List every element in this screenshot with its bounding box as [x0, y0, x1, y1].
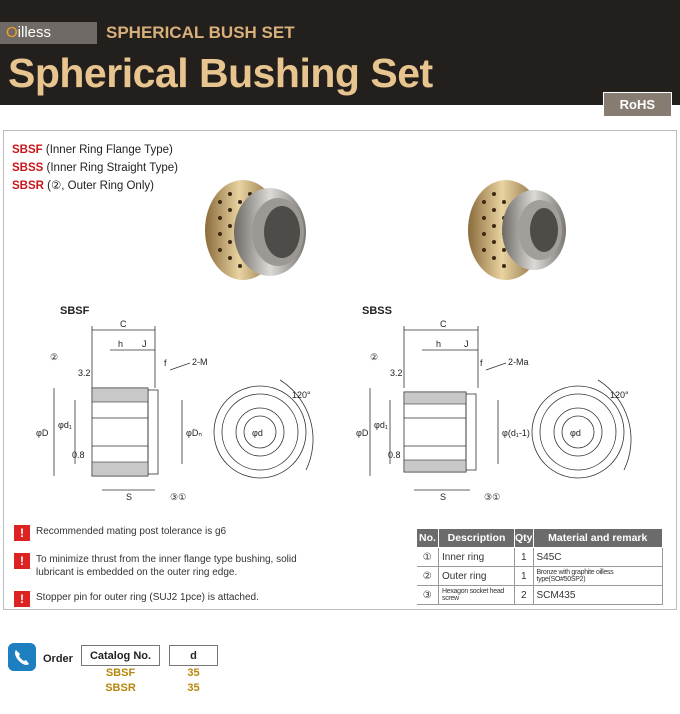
dim-dn: φ(d₁-1) — [502, 428, 530, 438]
cell-qty: 1 — [515, 567, 534, 586]
cell-d: 35 — [187, 682, 200, 694]
note-text: Stopper pin for outer ring (SUJ2 1pce) is attached. — [36, 592, 259, 603]
roughness-b: 0.8 — [388, 450, 401, 460]
table-row — [417, 548, 663, 567]
dim-c: C — [120, 319, 127, 329]
note-item — [14, 591, 334, 607]
cell-d: 35 — [187, 667, 200, 680]
dim-h: h — [118, 339, 124, 349]
type-list — [12, 141, 178, 195]
cell-no: ② — [417, 567, 439, 586]
page-header — [0, 0, 680, 112]
dim-d1: φd₁ — [374, 420, 388, 430]
type-desc: (Inner Ring Straight Type) — [46, 162, 178, 174]
part-mark-31: ③① — [484, 492, 501, 502]
brand-name: illess — [17, 24, 52, 41]
cell-material: SCM435 — [533, 586, 662, 605]
table-row — [82, 681, 218, 696]
cell-desc: Inner ring — [439, 548, 515, 567]
warning-icon — [14, 591, 30, 607]
note-text: To minimize thrust from the inner flange type bushing, solid lubricant is embedded on the outer ring edge. — [36, 554, 297, 578]
table-row — [82, 666, 218, 681]
type-code: SBSR — [12, 180, 44, 192]
part-mark-31: ③① — [170, 492, 187, 502]
order-label: Order — [43, 653, 73, 665]
cell-qty: 1 — [515, 548, 534, 567]
dim-D: φD — [36, 428, 49, 438]
warning-icon — [14, 525, 30, 541]
dim-s: S — [126, 492, 133, 502]
thread-spec: 2-M — [192, 357, 208, 367]
dim-d: φd — [570, 428, 581, 438]
brand-logo — [0, 22, 97, 44]
dim-D: φD — [356, 428, 369, 438]
table-row — [417, 567, 663, 586]
dim-d1: φd₁ — [58, 420, 72, 430]
dim-s: S — [440, 492, 447, 502]
cell-gap — [160, 681, 170, 696]
notes-list — [14, 525, 334, 619]
rohs-badge: RoHS — [603, 92, 672, 117]
dim-f: f — [164, 358, 167, 368]
dim-j: J — [142, 339, 147, 349]
category-title: SPHERICAL BUSH SET — [106, 23, 295, 42]
table-row — [417, 586, 663, 605]
warning-icon — [14, 553, 30, 569]
angle-label: 120° — [292, 390, 311, 400]
roughness-a: 3.2 — [78, 368, 91, 378]
cell-material: Bronze with graphite oilless type(SO#50SP2) — [533, 567, 662, 586]
col-header: Material and remark — [533, 529, 662, 548]
roughness-a: 3.2 — [390, 368, 403, 378]
type-desc: (②, Outer Ring Only) — [47, 180, 154, 192]
type-item-sbss — [12, 159, 178, 177]
order-header-row — [82, 646, 218, 666]
col-header: No. — [417, 529, 439, 548]
brand-prefix: O — [6, 24, 18, 41]
cell-qty: 2 — [515, 586, 534, 605]
type-code: SBSS — [12, 162, 44, 174]
type-item-sbsf — [12, 141, 178, 159]
type-item-sbsr — [12, 177, 178, 195]
type-code: SBSF — [12, 144, 43, 156]
cell-gap — [160, 666, 170, 681]
page-title: Spherical Bushing Set — [8, 50, 433, 96]
angle-label: 120° — [610, 390, 629, 400]
part-mark-2: ② — [50, 352, 59, 362]
dim-h: h — [436, 339, 442, 349]
cell-desc: Outer ring — [439, 567, 515, 586]
cell-catalog: SBSF — [105, 667, 136, 680]
product-photo-sbss — [464, 172, 574, 284]
table-header-row — [417, 529, 663, 548]
dim-d: φd — [252, 428, 263, 438]
cell-catalog: SBSR — [105, 682, 136, 694]
part-mark-2: ② — [370, 352, 379, 362]
order-table — [81, 645, 218, 696]
material-table — [416, 528, 663, 605]
dim-f: f — [480, 358, 483, 368]
drawing-sbsf — [30, 318, 330, 508]
dim-Dn: φDₙ — [186, 428, 202, 438]
drawing-label-sbsf: SBSF — [60, 305, 90, 317]
roughness-b: 0.8 — [72, 450, 85, 460]
type-desc: (Inner Ring Flange Type) — [45, 144, 173, 156]
dim-c: C — [440, 319, 447, 329]
drawing-label-sbss: SBSS — [362, 305, 392, 317]
col-header: Qty — [515, 529, 534, 548]
drawing-sbss — [356, 318, 656, 508]
thread-spec: 2-Ma — [508, 357, 529, 367]
cell-material: S45C — [533, 548, 662, 567]
col-header: Catalog No. — [82, 646, 160, 666]
col-gap — [160, 646, 170, 666]
note-text: Recommended mating post tolerance is g6 — [36, 526, 227, 537]
col-header: Description — [439, 529, 515, 548]
note-item — [14, 525, 334, 541]
dim-j: J — [464, 339, 469, 349]
product-photo-sbsf — [198, 172, 313, 284]
phone-icon — [8, 643, 36, 671]
note-item — [14, 553, 334, 579]
cell-desc: Hexagon socket head screw — [439, 586, 515, 605]
cell-no: ① — [417, 548, 439, 567]
cell-no: ③ — [417, 586, 439, 605]
col-header: d — [170, 646, 218, 666]
